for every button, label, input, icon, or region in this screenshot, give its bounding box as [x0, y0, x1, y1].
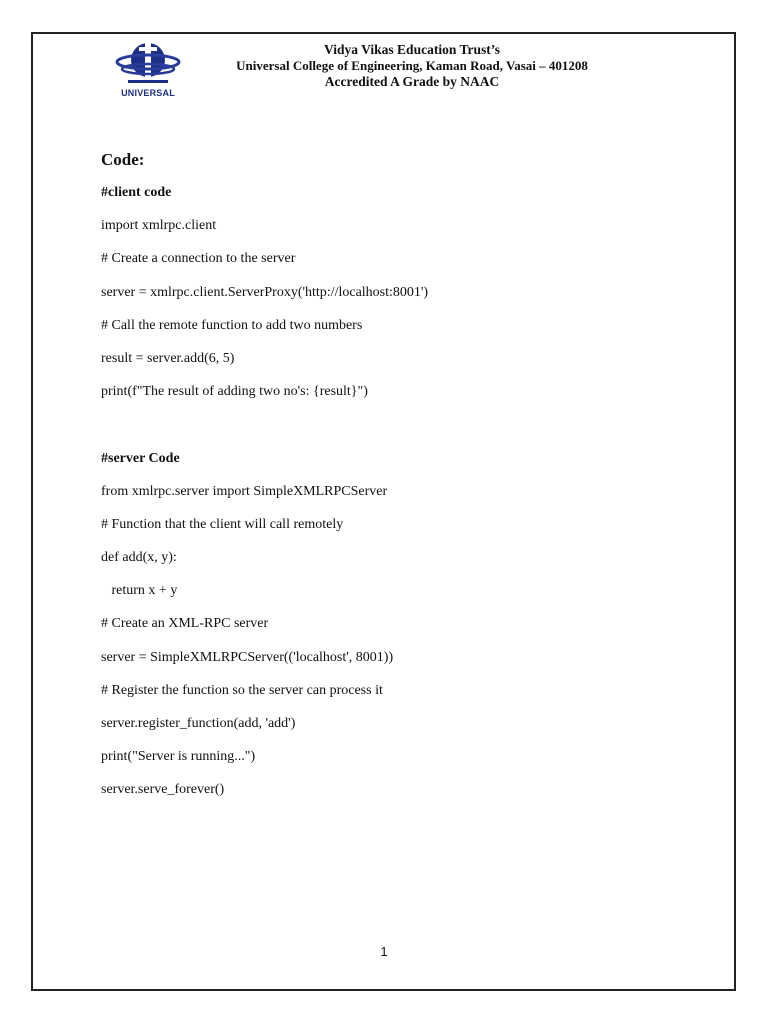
code-line: print("Server is running...") — [101, 749, 256, 765]
code-line: #server Code — [101, 450, 180, 466]
globe-logo-icon — [112, 38, 184, 88]
code-line: server = xmlrpc.client.ServerProxy('http://localhost:8001') — [101, 284, 429, 300]
college-header — [200, 42, 624, 90]
trust-name: Vidya Vikas Education Trust’s — [324, 42, 500, 57]
code-line: result = server.add(6, 5) — [101, 350, 235, 366]
code-line: server.serve_forever() — [101, 782, 225, 798]
code-line: return x + y — [101, 583, 178, 599]
code-line: import xmlrpc.client — [101, 218, 217, 234]
code-line: # Register the function so the server can process it — [101, 682, 383, 698]
page-number: 1 — [380, 944, 388, 959]
section-heading: Code: — [101, 150, 145, 169]
code-line: print(f"The result of adding two no's: {result}") — [101, 384, 368, 400]
code-listing — [101, 185, 428, 816]
college-logo — [112, 38, 184, 98]
code-line: from xmlrpc.server import SimpleXMLRPCServer — [101, 483, 388, 499]
accreditation: Accredited A Grade by NAAC — [324, 74, 500, 89]
code-line: def add(x, y): — [101, 550, 177, 566]
code-line: # Create an XML-RPC server — [101, 616, 269, 632]
code-line: # Function that the client will call remotely — [101, 516, 344, 532]
code-line: # Create a connection to the server — [101, 251, 296, 267]
blank-line — [101, 417, 428, 450]
code-line: # Call the remote function to add two numbers — [101, 317, 363, 333]
logo-text: UNIVERSAL — [121, 88, 175, 98]
code-line: server = SimpleXMLRPCServer(('localhost', 8001)) — [101, 649, 394, 665]
code-line: server.register_function(add, 'add') — [101, 716, 296, 731]
college-name: Universal College of Engineering, Kaman Road, Vasai – 401208 — [236, 58, 588, 73]
code-line: #client code — [101, 185, 172, 200]
